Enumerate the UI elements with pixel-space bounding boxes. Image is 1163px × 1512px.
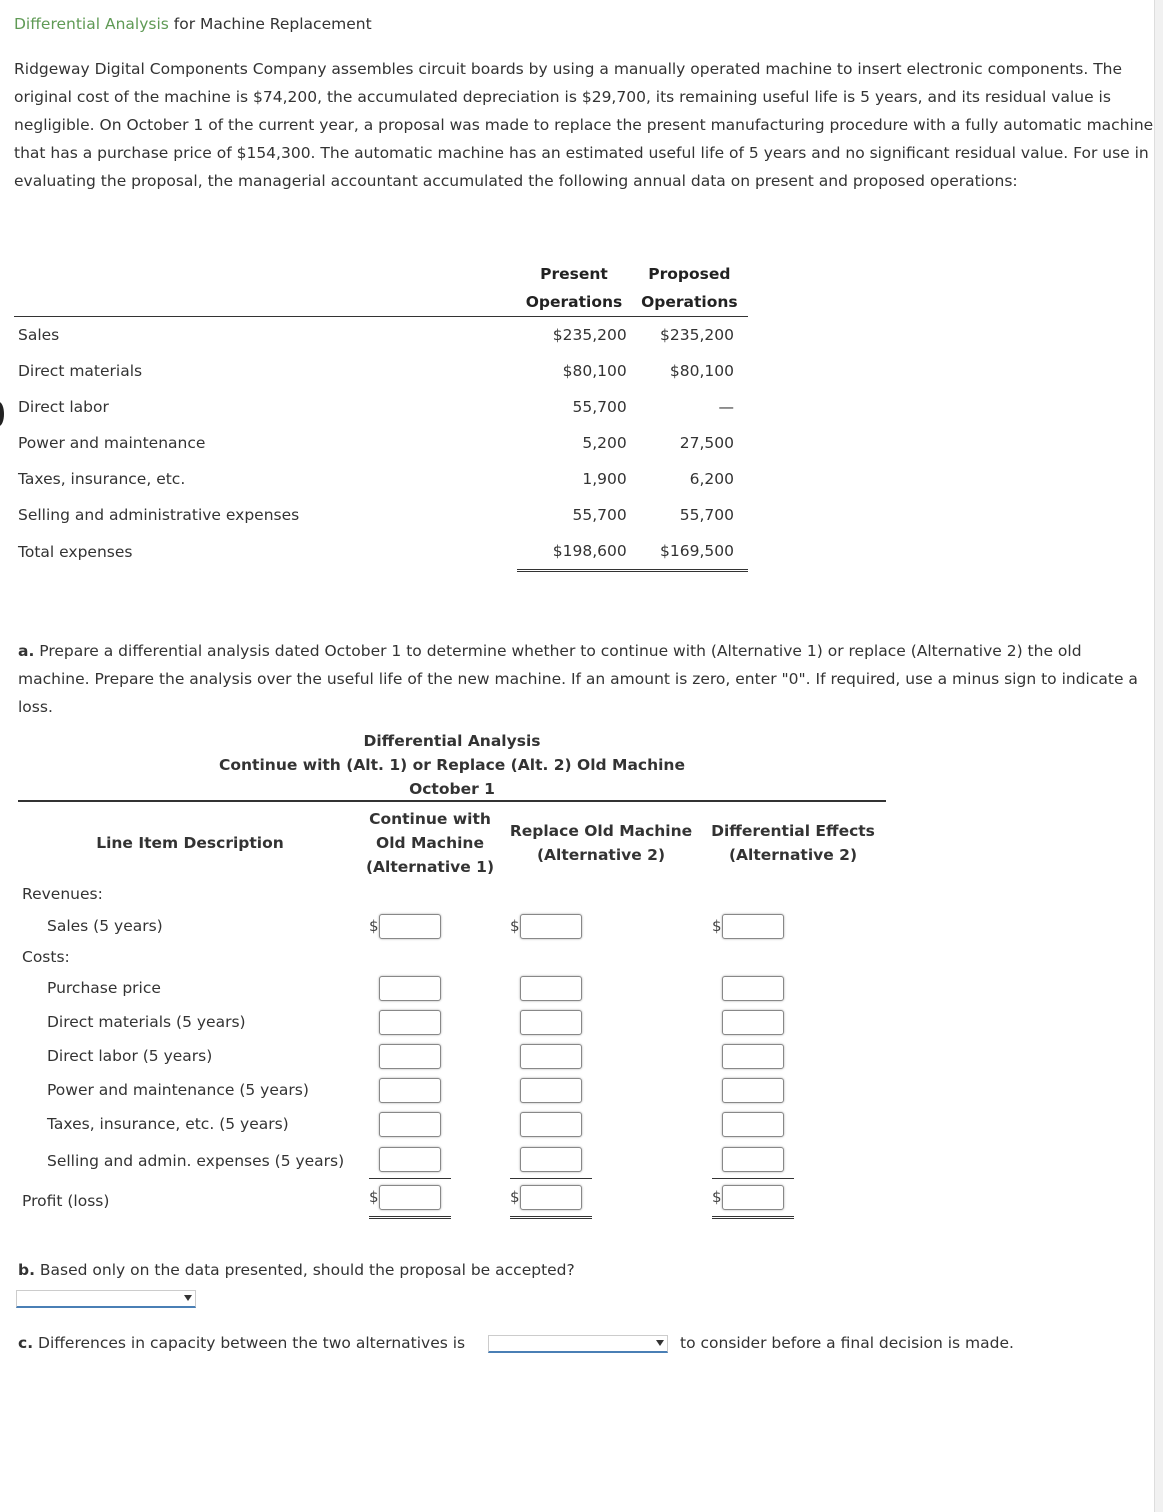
cost-item-label: Direct materials (5 years)	[47, 1013, 246, 1031]
sales-alt2-input[interactable]	[520, 914, 582, 939]
currency-symbol: $	[510, 917, 520, 935]
row-label: Power and maintenance	[18, 434, 206, 452]
analysis-title: Differential Analysis	[363, 732, 541, 750]
profit-diff-input[interactable]	[722, 1185, 784, 1210]
currency-symbol: $	[510, 1188, 520, 1206]
proposed-value: —	[718, 398, 734, 416]
col2-line: (Alternative 2)	[536, 846, 666, 864]
present-value: $80,100	[562, 362, 627, 380]
operations-table	[14, 260, 748, 572]
total-double-rule	[510, 1216, 592, 1219]
cost-0-diff-input[interactable]	[722, 976, 784, 1001]
subtotal-rule	[712, 1178, 794, 1179]
cost-1-alt2-input[interactable]	[520, 1010, 582, 1035]
header-proposed: Proposed Operations	[631, 260, 748, 317]
cost-item-label: Power and maintenance (5 years)	[47, 1081, 309, 1099]
header-present: Present Operations	[517, 260, 630, 317]
profit-alt2-input[interactable]	[520, 1185, 582, 1210]
table-row	[14, 317, 748, 354]
blank-header	[14, 260, 517, 317]
col1-line: Continue with	[369, 810, 491, 828]
table-row	[14, 353, 748, 389]
cost-1-diff-input[interactable]	[722, 1010, 784, 1035]
proposed-value: $235,200	[660, 326, 734, 344]
col-desc-header: Line Item Description	[96, 834, 284, 852]
part-a-instructions	[18, 637, 1148, 721]
part-c-question	[18, 1334, 465, 1352]
proposed-value: 27,500	[679, 434, 734, 452]
cost-item-label: Direct labor (5 years)	[47, 1047, 213, 1065]
cost-4-alt2-input[interactable]	[520, 1112, 582, 1137]
col2-line: Replace Old Machine	[509, 822, 693, 840]
cost-2-alt1-input[interactable]	[379, 1044, 441, 1069]
present-value: 55,700	[572, 398, 627, 416]
table-row	[14, 461, 748, 497]
table-row	[14, 425, 748, 461]
cost-5-alt2-input[interactable]	[520, 1147, 582, 1172]
table-row	[14, 497, 748, 533]
row-label: Selling and administrative expenses	[18, 506, 300, 524]
edge-tab	[0, 402, 4, 426]
cost-4-diff-input[interactable]	[722, 1112, 784, 1137]
profit-label: Profit (loss)	[22, 1192, 110, 1210]
row-label: Direct labor	[18, 398, 109, 416]
header-rule	[18, 800, 886, 802]
cost-0-alt2-input[interactable]	[520, 976, 582, 1001]
proposed-value: $80,100	[669, 362, 734, 380]
revenues-label: Revenues:	[22, 885, 103, 903]
sales-label: Sales (5 years)	[47, 917, 163, 935]
present-value: 1,900	[582, 470, 627, 488]
cost-3-diff-input[interactable]	[722, 1078, 784, 1103]
part-c-after-text: to consider before a final decision is made.	[680, 1334, 1014, 1352]
present-value: $198,600	[517, 533, 630, 571]
proposed-value: 55,700	[679, 506, 734, 524]
col-alt1-header	[355, 807, 505, 879]
profit-alt1-input[interactable]	[379, 1185, 441, 1210]
proposed-value: $169,500	[631, 533, 748, 571]
cost-4-alt1-input[interactable]	[379, 1112, 441, 1137]
present-value: 55,700	[572, 506, 627, 524]
proposed-value: 6,200	[689, 470, 734, 488]
proposal-accepted-dropdown[interactable]	[16, 1290, 196, 1308]
subtotal-rule	[510, 1178, 592, 1179]
col1-line: (Alternative 1)	[365, 858, 495, 876]
cost-item-label: Purchase price	[47, 979, 161, 997]
part-a-text: Prepare a differential analysis dated October 1 to determine whether to continue with (Alternative 1) or replace (Alternative 2) the old machine. Prepare the analysis over the useful life of the new machine. If an amount is zero, enter "0". If required, use a minus sign to indicate a loss.	[18, 642, 1138, 716]
currency-symbol: $	[712, 1188, 722, 1206]
col1-line: Old Machine	[376, 834, 484, 852]
cost-3-alt1-input[interactable]	[379, 1078, 441, 1103]
col3-line: (Alternative 2)	[728, 846, 858, 864]
cost-0-alt1-input[interactable]	[379, 976, 441, 1001]
table-row	[14, 533, 748, 571]
currency-symbol: $	[712, 917, 722, 935]
capacity-dropdown[interactable]	[488, 1335, 668, 1353]
cost-5-diff-input[interactable]	[722, 1147, 784, 1172]
title-link[interactable]: Differential Analysis	[14, 15, 169, 33]
title-rest: for Machine Replacement	[168, 15, 372, 33]
cost-3-alt2-input[interactable]	[520, 1078, 582, 1103]
subtotal-rule	[369, 1178, 451, 1179]
problem-intro: Ridgeway Digital Components Company assembles circuit boards by using a manually operated machine to insert electronic components. The original cost of the machine is $74,200, the accumulated depreciation is $29,700, its remaining useful life is 5 years, and its residual value is negligible. On October 1 of the current year, a proposal was made to replace the present manufacturing procedure with a fully automatic machine that has a purchase price of $154,300. The automatic machine has an estimated useful life of 5 years and no significant residual value. For use in evaluating the proposal, the managerial accountant accumulated the following annual data on present and proposed operations:	[14, 60, 1154, 190]
analysis-date: October 1	[409, 780, 495, 798]
chevron-down-icon	[656, 1340, 664, 1346]
row-label: Sales	[18, 326, 60, 344]
col3-line: Differential Effects	[711, 822, 875, 840]
cost-2-alt2-input[interactable]	[520, 1044, 582, 1069]
row-label: Direct materials	[18, 362, 143, 380]
part-b-letter: b.	[18, 1261, 35, 1279]
page-title	[14, 15, 372, 33]
row-label: Total expenses	[18, 542, 133, 561]
total-double-rule	[712, 1216, 794, 1219]
sales-alt1-input[interactable]	[379, 914, 441, 939]
present-value: 5,200	[582, 434, 627, 452]
currency-symbol: $	[369, 917, 379, 935]
part-b-text: Based only on the data presented, should the proposal be accepted?	[34, 1261, 575, 1279]
part-b-question	[18, 1261, 575, 1279]
sales-diff-input[interactable]	[722, 914, 784, 939]
col-alt2-header	[505, 819, 697, 867]
cost-2-diff-input[interactable]	[722, 1044, 784, 1069]
cost-item-label: Taxes, insurance, etc. (5 years)	[47, 1115, 289, 1133]
present-value: $235,200	[552, 326, 627, 344]
part-c-letter: c.	[18, 1334, 34, 1352]
analysis-subtitle: Continue with (Alt. 1) or Replace (Alt. 2) Old Machine	[219, 756, 685, 774]
currency-symbol: $	[369, 1188, 379, 1206]
analysis-header	[14, 729, 890, 801]
cost-1-alt1-input[interactable]	[379, 1010, 441, 1035]
total-double-rule	[369, 1216, 451, 1219]
cost-5-alt1-input[interactable]	[379, 1147, 441, 1172]
costs-label: Costs:	[22, 948, 70, 966]
part-c-text: Differences in capacity between the two alternatives is	[33, 1334, 466, 1352]
row-label: Taxes, insurance, etc.	[18, 470, 186, 488]
part-a-letter: a.	[18, 642, 35, 660]
scrollbar[interactable]	[1154, 0, 1163, 1512]
cost-item-label: Selling and admin. expenses (5 years)	[47, 1152, 345, 1170]
chevron-down-icon	[184, 1295, 192, 1301]
table-row	[14, 389, 748, 425]
col-diff-header	[705, 819, 881, 867]
